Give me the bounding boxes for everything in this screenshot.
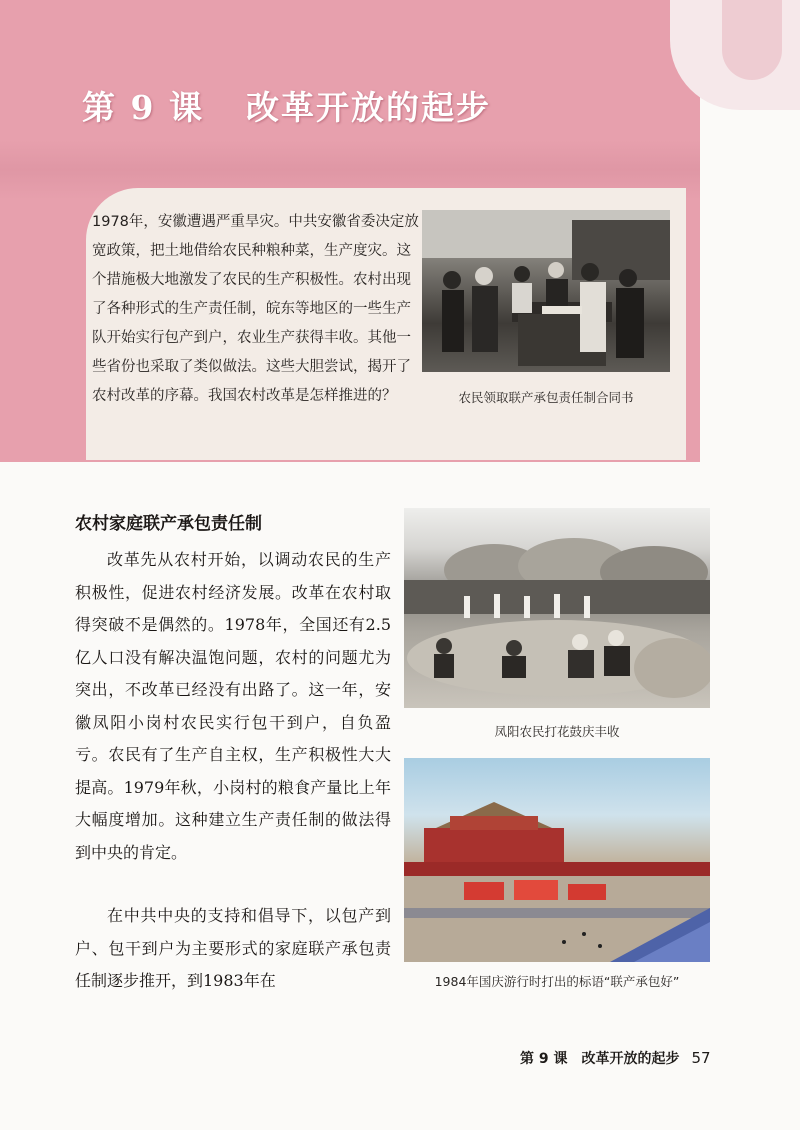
intro-text: 1978年，安徽遭遇严重旱灾。中共安徽省委决定放宽政策，把土地借给农民种粮种菜，生产度灾。这个措施极大地激发了农民的生产积极性。农村出现了各种形式的生产责任制，皖东等地区的一些生产队开始实行包产到户，农业生产获得丰收。其他一些省份也采取了类似做法。这些大胆尝试，揭开了农村改革的序幕。我国农村改革是怎样推进的？ (92, 214, 419, 404)
page-number: 57 (691, 1049, 711, 1067)
parade-photo (404, 758, 710, 962)
running-title: 第 9 课 改革开放的起步 (520, 1051, 680, 1067)
drums-photo-caption: 凤阳农民打花鼓庆丰收 (494, 724, 620, 739)
lesson-title: 改革开放的起步 (245, 88, 491, 127)
drums-photo-figures (404, 508, 710, 708)
contract-photo (422, 210, 670, 372)
body-paragraph-1: 改革先从农村开始，以调动农民的生产积极性，促进农村经济发展。改革在农村取得突破不是偶然的。1978年，全国还有2.5亿人口没有解决温饱问题，农村的问题尤为突出，不改革已经没有出路了。这一年，安徽凤阳小岗村农民实行包干到户，自负盈亏。农民有了生产自主权，生产积极性大大提高。1979年秋，小岗村的粮食产量比上年大幅度增加。这种建立生产责任制的做法得到中央的肯定。 (75, 550, 391, 862)
parade-photo-caption: 1984年国庆游行时打出的标语“联产承包好” (434, 974, 680, 989)
contract-photo-figures (422, 210, 670, 372)
lesson-heading (82, 82, 491, 129)
body-paragraph-2: 在中共中央的支持和倡导下，以包产到户、包干到户为主要形式的家庭联产承包责任制逐步推开，到1983年在 (75, 906, 391, 990)
parade-photo-figures (404, 758, 710, 962)
contract-photo-caption: 农民领取联产承包责任制合同书 (458, 390, 634, 405)
page-corner-fold (722, 0, 782, 80)
drums-photo (404, 508, 710, 708)
section-heading: 农村家庭联产承包责任制 (75, 514, 262, 534)
page-footer (520, 1048, 711, 1068)
lesson-number: 第 9 课 (82, 88, 204, 127)
